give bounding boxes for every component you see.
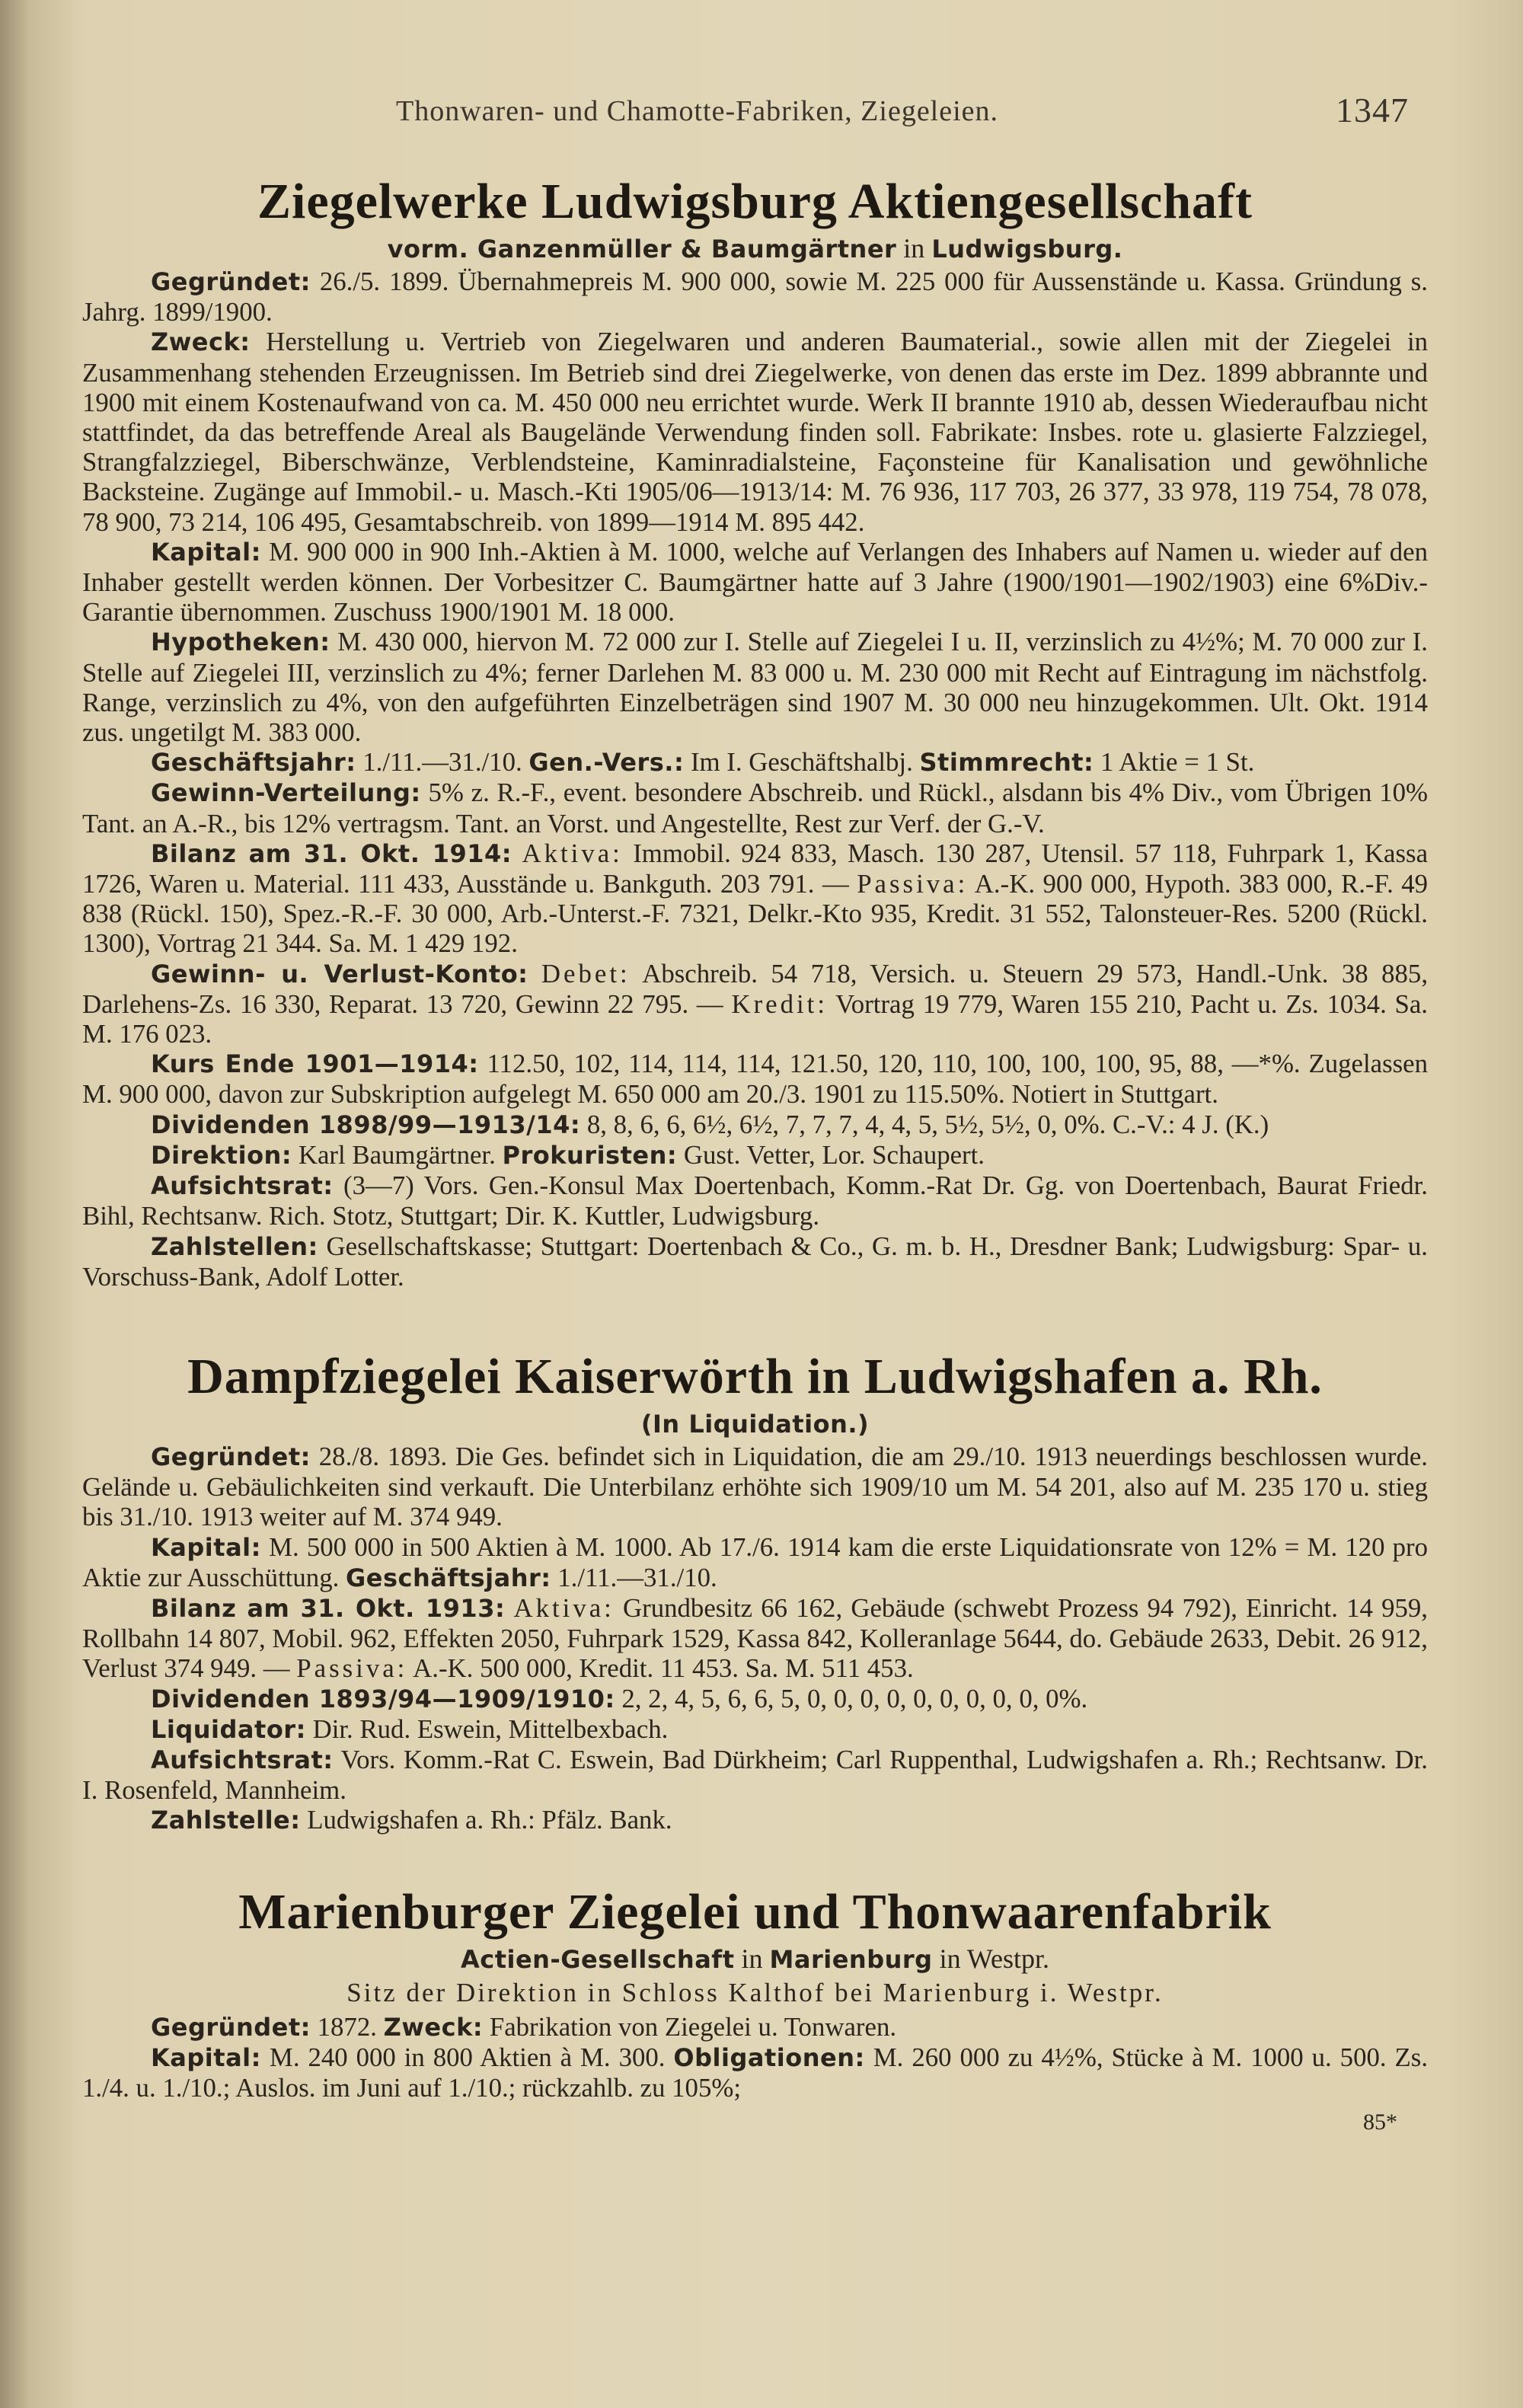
page-number: 1347 (1336, 91, 1409, 129)
mortgages-paragraph: Hypotheken: M. 430 000, hiervon M. 72 000 zur I. Stelle auf Ziegelei I u. II, verzinslich zu 4½%; M. 70 000 zur I. Stelle auf Ziegelei III, verzinslich zu 4%; ferner Darlehen M. 83 000 u. M. 230 000 mit Recht auf Eintragung im nächstfolg. Range, verzinslich zu 4%, von den aufgeführten Einzelbeträgen sind 1907 M. 30 000 neu hinzugekommen. Ult. Okt. 1914 zus. ungetilgt M. 383 000. (82, 627, 1428, 748)
entry-subtitle: vorm. Ganzenmüller & Baumgärtner in Ludwigsburg. (387, 233, 1123, 263)
entry-title: Ziegelwerke Ludwigsburg Aktiengesellschaft (257, 174, 1253, 229)
entry-subtitle: (In Liquidation.) (640, 1409, 870, 1439)
paying-agents-paragraph: Zahlstellen: Gesellschaftskasse; Stuttgart: Doertenbach & Co., G. m. b. H., Dresdner Bank; Ludwigsburg: Spar- u. Vorschuss-Bank, Adolf Lotter. (82, 1231, 1428, 1292)
running-title: Thonwaren- und Chamotte-Fabriken, Ziegeleien. (396, 95, 999, 127)
founded-paragraph: Gegründet: 1872. Zweck: Fabrikation von Ziegelei u. Tonwaren. (151, 2011, 897, 2042)
capital-paragraph: Kapital: M. 900 000 in 900 Inh.-Aktien à M. 1000, welche auf Verlangen des Inhabers auf Namen u. wieder auf den Inhaber gestellt werden können. Der Vorbesitzer C. Baumgärtner hatte auf 3 Jahre (1900/1901—1902/1903) eine 6%Div.-Garantie übernommen. Zuschuss 1900/1901 M. 18 000. (82, 536, 1429, 628)
founded-paragraph: Gegründet: 28./8. 1893. Die Ges. befindet sich in Liquidation, die am 29./10. 1913 neuerdings beschlossen wurde. Gelände u. Gebäulichkeiten sind verkauft. Die Unterbilanz erhöhte sich 1909/10 um M. 54 201, also auf M. 235 170 u. stieg bis 31./10. 1913 weiter auf M. 374 949. (82, 1441, 1429, 1532)
capital-paragraph: Kapital: M. 500 000 in 500 Aktien à M. 1000. Ab 17./6. 1914 kam die erste Liquidationsrate von 12% = M. 120 pro Aktie zur Ausschüttung. Geschäftsjahr: 1./11.—31./10. (82, 1531, 1429, 1592)
entry-subtitle: Actien-Gesellschaft in Marienburg in Westpr. (460, 1943, 1050, 1974)
entry-marienburger-ziegelei (82, 1882, 1428, 2103)
entry-dampfziegelei-kaiserwoerth (82, 1346, 1428, 1836)
dividends-paragraph: Dividenden 1893/94—1909/1910: 2, 2, 4, 5, 6, 6, 5, 0, 0, 0, 0, 0, 0, 0, 0, 0, 0%. (151, 1683, 1088, 1713)
supervisory-board-paragraph: Aufsichtsrat: Vors. Komm.-Rat C. Eswein, Bad Dürkheim; Carl Ruppenthal, Ludwigshafen a. Rh.; Rechtsanw. Dr. I. Rosenfeld, Mannheim. (82, 1744, 1428, 1806)
purpose-paragraph: Zweck: Herstellung u. Vertrieb von Ziegelwaren und anderen Baumaterial., sowie allen mit der Ziegelei in Zusammenhang stehenden Erzeugnissen. Im Betrieb sind drei Ziegelwerke, von denen das erste im Dez. 1899 abbrannte und 1900 mit einem Kostenaufwand von ca. M. 450 000 neu errichtet wurde. Werk II brannte 1910 ab, dessen Wiederaufbau nicht stattfindet, da das betreffende Areal als Baugelände Verwendung finden soll. Fabrikate: Insbes. rote u. glasierte Falzziegel, Strangfalzziegel, Biberschwänze, Verblendsteine, Kaminradialsteine, Façonsteine für Kanalisation und gewöhnliche Backsteine. Zugänge auf Immobil.- u. Masch.-Kti 1905/06—1913/14: M. 76 936, 117 703, 26 377, 33 978, 119 754, 78 078, 78 900, 73 214, 106 495, Gesamtabschreib. von 1899—1914 M. 895 442. (82, 327, 1429, 537)
signature-mark: 85* (1363, 2109, 1397, 2135)
page-header (152, 90, 1409, 136)
entry-ziegelwerke-ludwigsburg (82, 171, 1428, 1292)
entry-seat-line: Sitz der Direktion in Schloss Kalthof bei Marienburg i. Westpr. (346, 1977, 1164, 2007)
entry-title: Marienburger Ziegelei und Thonwaarenfabrik (238, 1883, 1272, 1940)
paying-agent-paragraph: Zahlstelle: Ludwigshafen a. Rh.: Pfälz. Bank. (151, 1805, 672, 1835)
balance-paragraph: Bilanz am 31. Okt. 1913: Aktiva: Grundbesitz 66 162, Gebäude (schwebt Prozess 94 792), Einricht. 14 959, Rollbahn 14 807, Mobil. 962, Effekten 2050, Fuhrpark 1529, Kassa 842, Kolleranlage 5644, do. Gebäude 2633, Debit. 26 912, Verlust 374 949. — Passiva: A.-K. 500 000, Kredit. 11 453. Sa. M. 511 453. (82, 1592, 1428, 1684)
balance-paragraph: Bilanz am 31. Okt. 1914: Aktiva: Immobil. 924 833, Masch. 130 287, Utensil. 57 118, Fuhrpark 1, Kassa 1726, Waren u. Material. 111 433, Ausstände u. Bankguth. 203 791. — Passiva: A.-K. 900 000, Hypoth. 383 000, R.-F. 49 838 (Rückl. 150), Spez.-R.-F. 30 000, Arb.-Unterst.-F. 7321, Delkr.-Kto 935, Kredit. 31 552, Talonsteuer-Res. 5200 (Rückl. 1300), Vortrag 21 344. Sa. M. 1 429 192. (82, 838, 1429, 959)
price-paragraph: Kurs Ende 1901—1914: 112.50, 102, 114, 114, 114, 121.50, 120, 110, 100, 100, 100, 95, 88, —*%. Zugelassen M. 900 000, davon zur Subskription aufgelegt M. 650 000 am 20./3. 1901 zu 115.50%. Notiert in Stuttgart. (82, 1049, 1429, 1110)
profit-loss-paragraph: Gewinn- u. Verlust-Konto: Debet: Abschreib. 54 718, Versich. u. Steuern 29 573, Handl.-Unk. 38 885, Darlehens-Zs. 16 330, Reparat. 13 720, Gewinn 22 795. — Kredit: Vortrag 19 779, Waren 155 210, Pacht u. Zs. 1034. Sa. M. 176 023. (82, 958, 1429, 1049)
dividends-paragraph: Dividenden 1898/99—1913/14: 8, 8, 6, 6, 6½, 6½, 7, 7, 7, 4, 4, 5, 5½, 5½, 0, 0%. C.-V.: 4 J. (K.) (151, 1109, 1269, 1139)
founded-paragraph: Gegründet: 26./5. 1899. Übernahmepreis M. 900 000, sowie M. 225 000 für Aussenstände u. Kassa. Gründung s. Jahrg. 1899/1900. (82, 267, 1428, 327)
management-paragraph: Direktion: Karl Baumgärtner. Prokuristen: Gust. Vetter, Lor. Schaupert. (151, 1139, 985, 1170)
liquidator-paragraph: Liquidator: Dir. Rud. Eswein, Mittelbexbach. (151, 1713, 669, 1744)
profit-distribution-paragraph: Gewinn-Verteilung: 5% z. R.-F., event. besondere Abschreib. und Rückl., alsdann bis 4% Div., vom Übrigen 10% Tant. an A.-R., bis 12% vertragsm. Tant. an Vorst. und Angestellte, Rest zur Verf. der G.-V. (82, 778, 1428, 838)
fiscal-year-paragraph: Geschäftsjahr: 1./11.—31./10. Gen.-Vers.: Im I. Geschäftshalbj. Stimmrecht: 1 Aktie = 1 St. (151, 747, 1255, 778)
entry-title: Dampfziegelei Kaiserwörth in Ludwigshafen a. Rh. (187, 1348, 1323, 1404)
text-column (82, 171, 1428, 2137)
capital-paragraph: Kapital: M. 240 000 in 800 Aktien à M. 300. Obligationen: M. 260 000 zu 4½%, Stücke à M. 1000 u. 500. Zs. 1./4. u. 1./10.; Auslos. im Juni auf 1./10.; rückzahlb. zu 105%; (82, 2042, 1429, 2103)
supervisory-board-paragraph: Aufsichtsrat: (3—7) Vors. Gen.-Konsul Max Doertenbach, Komm.-Rat Dr. Gg. von Doertenbach, Baurat Friedr. Bihl, Rechtsanw. Rich. Stotz, Stuttgart; Dir. K. Kuttler, Ludwigsburg. (82, 1170, 1428, 1231)
